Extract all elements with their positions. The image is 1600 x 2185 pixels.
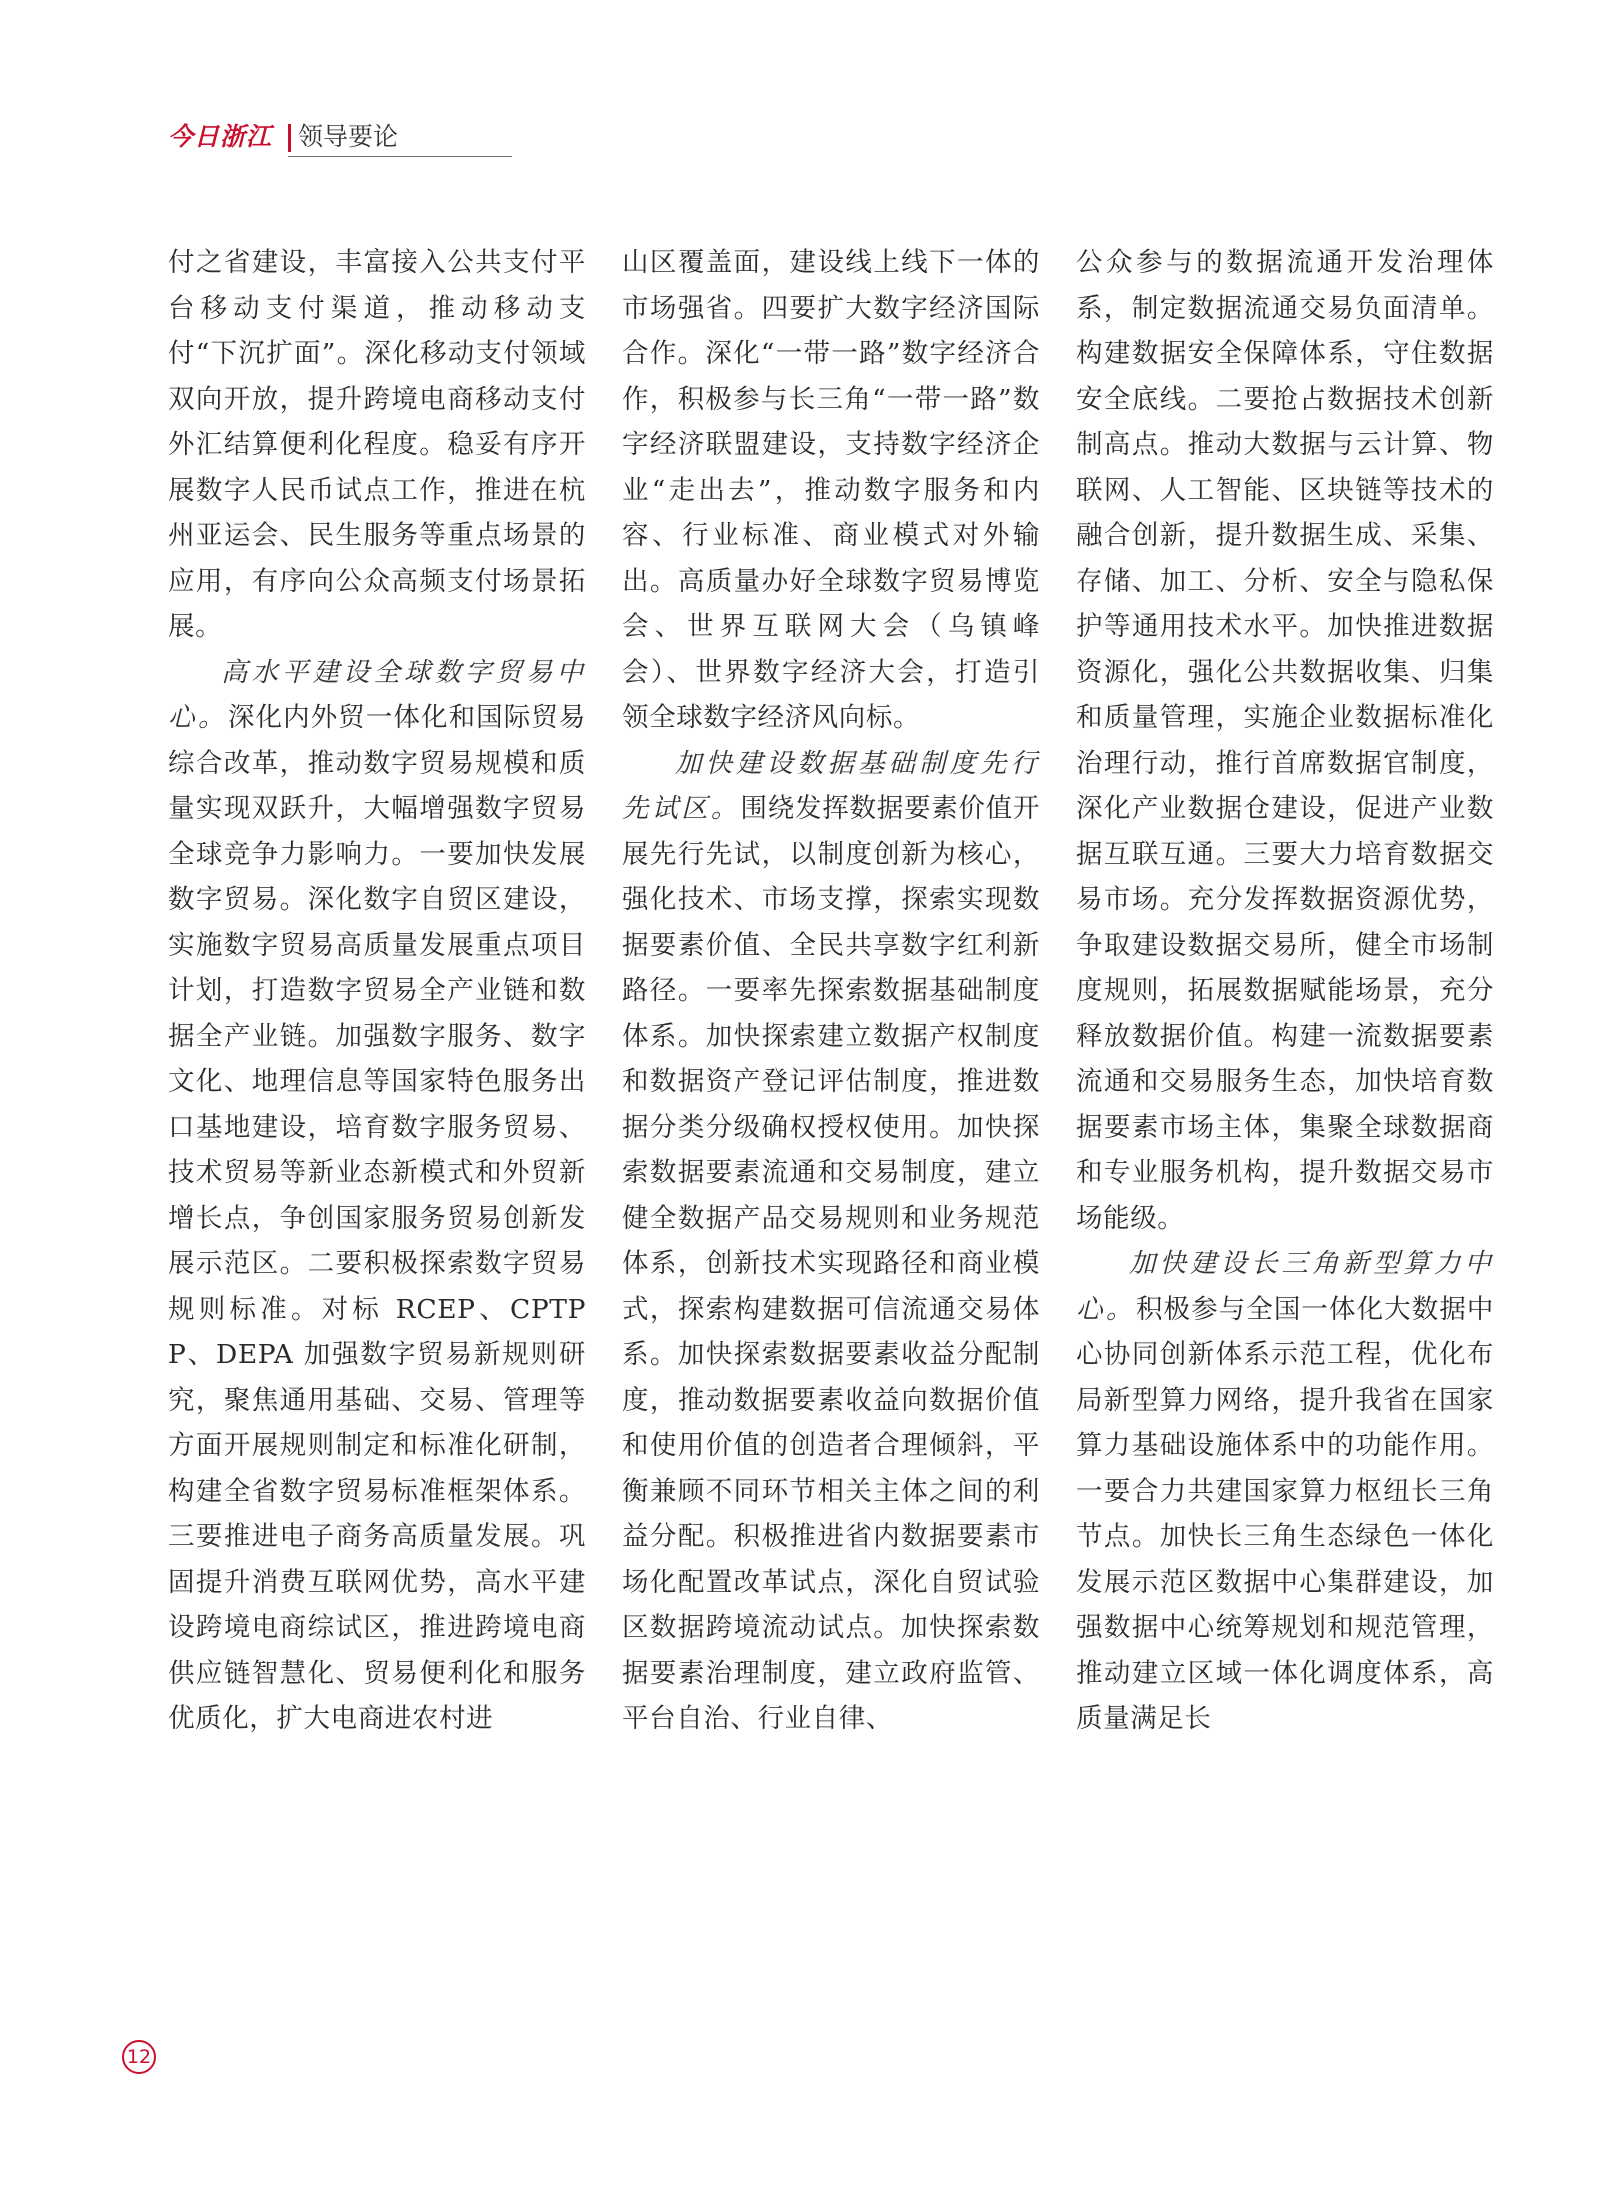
text-column-3 (1076, 240, 1494, 1742)
paragraph: 山区覆盖面，建设线上线下一体的市场强省。四要扩大数字经济国际合作。深化“一带一路”数字经济合作，积极参与长三角“一带一路”数字经济联盟建设，支持数字经济企业“走出去”，推动数字服务和内容、行业标准、商业模式对外输出。高质量办好全球数字贸易博览会、世界互联网大会（乌镇峰会）、世界数字经济大会，打造引领全球数字经济风向标。 (622, 247, 1040, 733)
paragraph-body: 积极参与全国一体化大数据中心协同创新体系示范工程，优化布局新型算力网络，提升我省在国家算力基础设施体系中的功能作用。一要合力共建国家算力枢纽长三角节点。加快长三角生态绿色一体化发展示范区数据中心集群建设，加强数据中心统筹规划和规范管理，推动建立区域一体化调度体系，高质量满足长 (1076, 1293, 1495, 1734)
page-header (168, 118, 512, 158)
paragraph-lead: 加快建设数据基础制度先行先试区。 (622, 747, 1040, 824)
text-column-2 (622, 240, 1040, 1742)
paragraph (1076, 1241, 1494, 1742)
paragraph-body: 深化内外贸一体化和国际贸易综合改革，推动数字贸易规模和质量实现双跃升，大幅增强数字贸易全球竞争力影响力。一要加快发展数字贸易。深化数字自贸区建设，实施数字贸易高质量发展重点项目计划，打造数字贸易全产业链和数据全产业链。加强数字服务、数字文化、地理信息等国家特色服务出口基地建设，培育数字服务贸易、技术贸易等新业态新模式和外贸新增长点，争创国家服务贸易创新发展示范区。二要积极探索数字贸易规则标准。对标 RCEP、CPTPP、DEPA 加强数字贸易新规则研究，聚焦通用基础、交易、管理等方面开展规则制定和标准化研制，构建全省数字贸易标准框架体系。三要推进电子商务高质量发展。巩固提升消费互联网优势，高水平建设跨境电商综试区，推进跨境电商供应链智慧化、贸易便利化和服务优质化，扩大电商进农村进 (168, 702, 587, 1734)
header-divider (288, 124, 291, 152)
magazine-logo: 今日浙江 (168, 122, 273, 151)
text-column-1 (168, 240, 586, 1742)
paragraph-lead: 加快建设长三角新型算力中心。 (1076, 1248, 1494, 1325)
section-title: 领导要论 (298, 122, 399, 151)
paragraph-body: 围绕发挥数据要素价值开展先行先试，以制度创新为核心，强化技术、市场支撑，探索实现数据要素价值、全民共享数字红利新路径。一要率先探索数据基础制度体系。加快探索建立数据产权制度和数据资产登记评估制度，推进数据分类分级确权授权使用。加快探索数据要素流通和交易制度，建立健全数据产品交易规则和业务规范体系，创新技术实现路径和商业模式，探索构建数据可信流通交易体系。加快探索数据要素收益分配制度，推动数据要素收益向数据价值和使用价值的创造者合理倾斜，平衡兼顾不同环节相关主体之间的利益分配。积极推进省内数据要素市场化配置改革试点，深化自贸试验区数据跨境流动试点。加快探索数据要素治理制度，建立政府监管、平台自治、行业自律、 (622, 793, 1040, 1734)
paragraph-lead: 高水平建设全球数字贸易中心。 (168, 656, 586, 733)
paragraph (168, 650, 586, 1742)
paragraph: 公众参与的数据流通开发治理体系，制定数据流通交易负面清单。构建数据安全保障体系，守住数据安全底线。二要抢占数据技术创新制高点。推动大数据与云计算、物联网、人工智能、区块链等技术的融合创新，提升数据生成、采集、存储、加工、分析、安全与隐私保护等通用技术水平。加快推进数据资源化，强化公共数据收集、归集和质量管理，实施企业数据标准化治理行动，推行首席数据官制度，深化产业数据仓建设，促进产业数据互联互通。三要大力培育数据交易市场。充分发挥数据资源优势，争取建设数据交易所，健全市场制度规则，拓展数据赋能场景，充分释放数据价值。构建一流数据要素流通和交易服务生态，加快培育数据要素市场主体，集聚全球数据商和专业服务机构，提升数据交易市场能级。 (1076, 247, 1494, 1234)
header-rule (288, 156, 512, 157)
paragraph: 付之省建设，丰富接入公共支付平台移动支付渠道，推动移动支付“下沉扩面”。深化移动支付领域双向开放，提升跨境电商移动支付外汇结算便利化程度。稳妥有序开展数字人民币试点工作，推进在杭州亚运会、民生服务等重点场景的应用，有序向公众高频支付场景拓展。 (168, 247, 586, 642)
page-number: 12 (122, 2040, 156, 2074)
paragraph (622, 741, 1040, 1742)
